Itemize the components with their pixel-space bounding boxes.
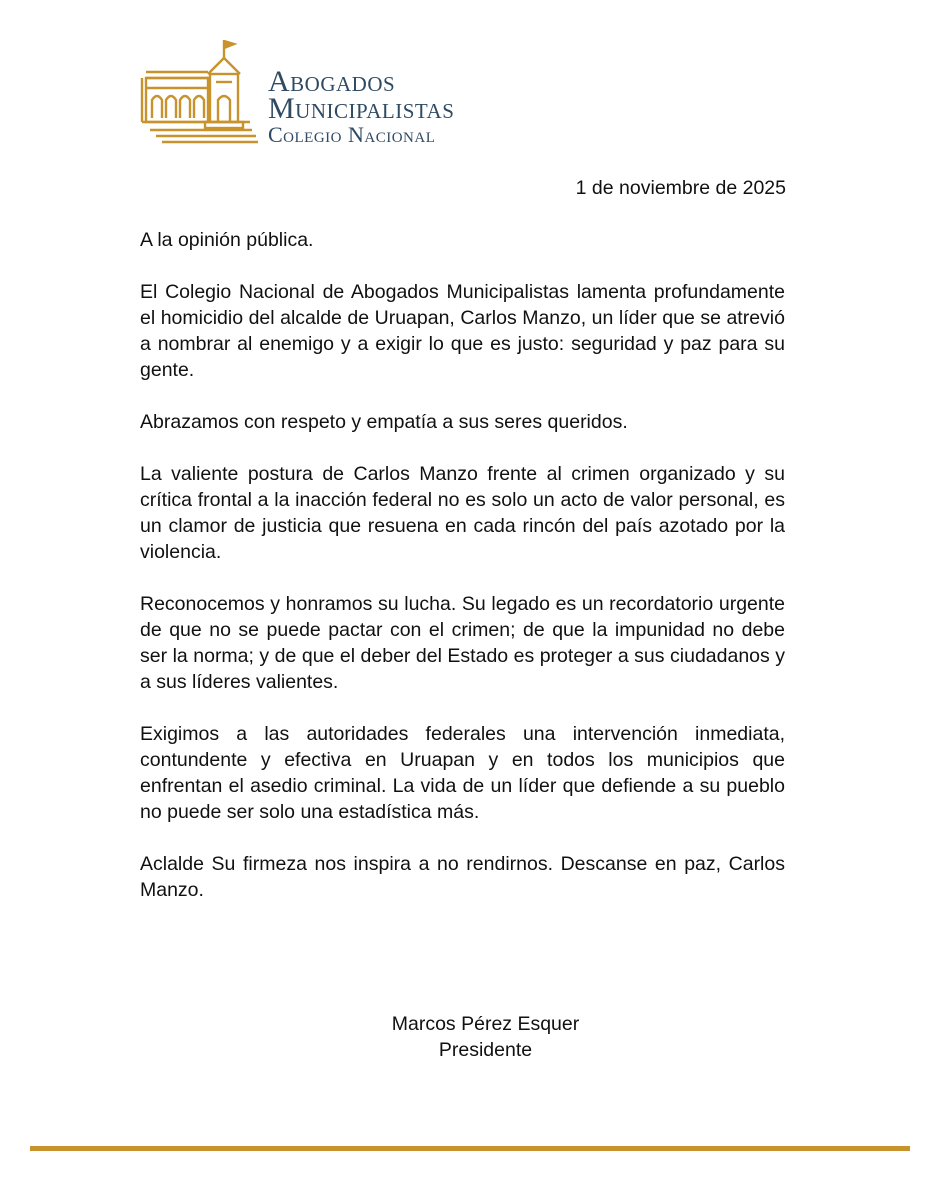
signatory-name: Marcos Pérez Esquer <box>391 1013 580 1035</box>
footer-divider <box>30 1146 910 1151</box>
paragraph-5: Exigimos a las autoridades federales una intervención inmediata, contundente y efectiva en Uruapan y en todos los municipios que enfrentan el asedio criminal. La vida de un líder que defiende a su pueblo no puede ser solo una estadística más. <box>140 723 785 823</box>
signature-block <box>0 1011 926 1063</box>
organization-name <box>268 65 455 147</box>
paragraph-3: La valiente postura de Carlos Manzo frente al crimen organizado y su crítica frontal a la inacción federal no es solo un acto de valor personal, es un clamor de justicia que resuena en cada rincón del país azotado por la violencia. <box>140 463 785 563</box>
letterhead <box>140 38 480 148</box>
org-name-line2: Municipalistas <box>268 92 455 125</box>
paragraph-1: El Colegio Nacional de Abogados Municipalistas lamenta profundamente el homicidio del alcalde de Uruapan, Carlos Manzo, un líder que se atrevió a nombrar al enemigo y a exigir lo que es justo: seguridad y paz para su gente. <box>140 281 785 381</box>
salutation: A la opinión pública. <box>140 229 314 251</box>
paragraph-6: Aclalde Su firmeza nos inspira a no rendirnos. Descanse en paz, Carlos Manzo. <box>140 853 785 901</box>
signatory-title: Presidente <box>438 1039 533 1061</box>
org-name-line3: Colegio Nacional <box>268 122 436 147</box>
paragraph-2: Abrazamos con respeto y empatía a sus seres queridos. <box>140 411 628 433</box>
org-name-line1: Abogados <box>268 65 396 98</box>
letter-body <box>140 227 785 929</box>
building-logo-icon <box>140 38 260 148</box>
paragraph-4: Reconocemos y honramos su lucha. Su legado es un recordatorio urgente de que no se puede pactar con el crimen; de que la impunidad no debe ser la norma; y de que el deber del Estado es proteger a sus ciudadanos y a sus líderes valientes. <box>140 593 785 693</box>
letter-date: 1 de noviembre de 2025 <box>575 177 786 199</box>
